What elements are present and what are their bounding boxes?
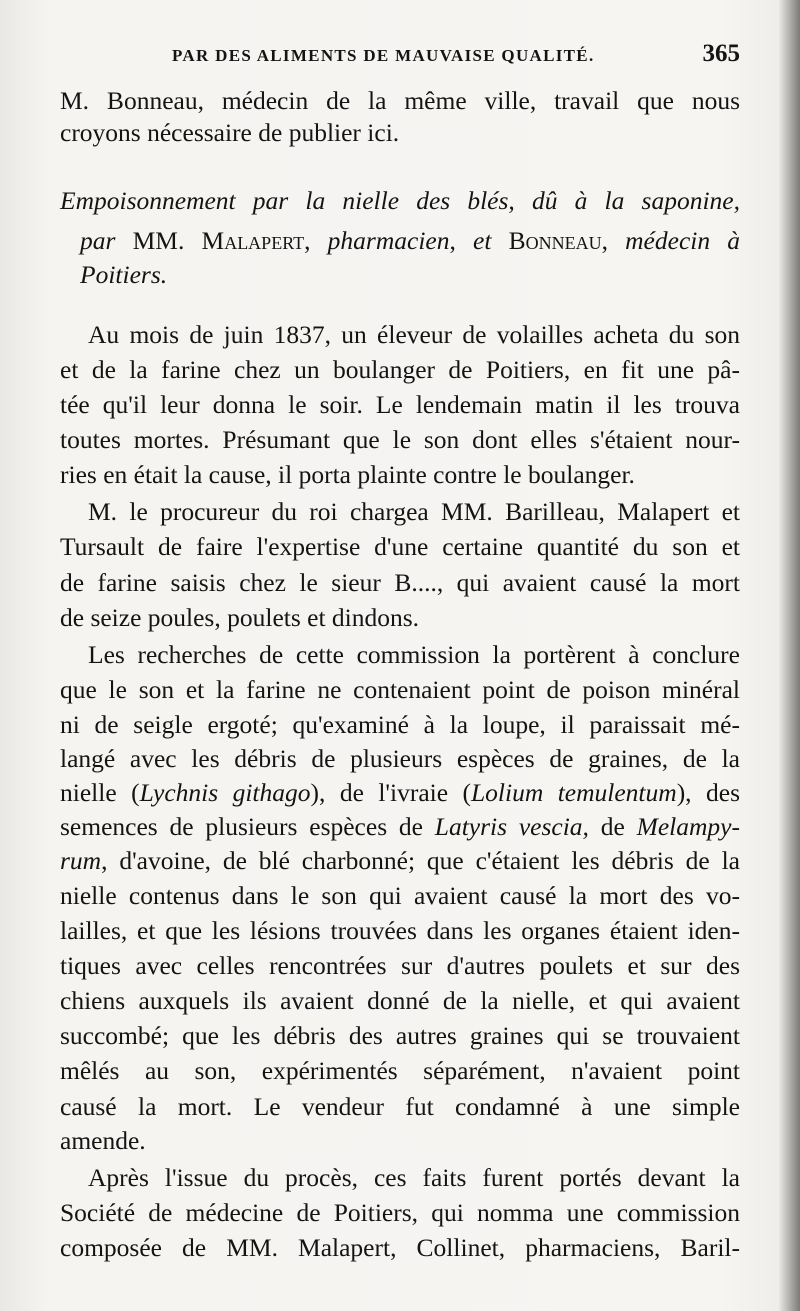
text-line	[60, 812, 740, 842]
text-line: Au mois de juin 1837, un éleveur de volailles acheta du son	[88, 320, 740, 349]
text-line: causé la mort. Le vendeur fut condamné à une simple	[60, 1092, 740, 1121]
text-line: lailles, et que les lésions trouvées dans les organes étaient iden-	[60, 916, 740, 945]
text-line: Société de médecine de Poitiers, qui nomma une commission	[60, 1198, 740, 1227]
heading-word: MM.	[132, 226, 185, 255]
text-line: et de la farine chez un boulanger de Poitiers, en fit une pâ-	[60, 355, 740, 384]
text-line: chiens auxquels ils avaient donné de la nielle, et qui avaient	[60, 986, 740, 1015]
heading-punct: ,	[304, 226, 328, 255]
text-line: ries en était la cause, il porta plainte contre le boulanger.	[60, 460, 635, 489]
text-run: semences de plusieurs espèces de	[60, 812, 435, 841]
heading-word: et	[473, 226, 492, 255]
text-line: tiques avec celles rencontrées sur d'autres poulets et sur des	[60, 951, 740, 980]
text-line: de seize poules, poulets et dindons.	[60, 603, 420, 632]
text-line: toutes mortes. Présumant que le son dont elles s'étaient nour-	[60, 425, 740, 454]
text-line	[60, 778, 740, 808]
text-line: ni de seigle ergoté; qu'examiné à la loupe, il paraissait mé-	[60, 710, 740, 739]
text-run: nielle (	[60, 778, 140, 807]
text-line: nielle contenus dans le son qui avaient causé la mort des vo-	[60, 881, 740, 910]
running-title: PAR DES ALIMENTS DE MAUVAISE QUALITÉ.	[172, 46, 595, 65]
author-title: pharmacien	[327, 226, 450, 255]
page-header	[60, 40, 740, 80]
text-run: de	[588, 812, 637, 841]
page-number: 365	[702, 40, 740, 67]
species-name: rum	[60, 846, 102, 875]
species-name: Lolium temulentum	[471, 778, 677, 807]
text-line: Les recherches de cette commission la portèrent à conclure	[88, 640, 740, 669]
text-line: Tursault de faire l'expertise d'une certaine quantité du son et	[60, 532, 740, 561]
text-line: Après l'issue du procès, ces faits furent portés devant la	[88, 1163, 740, 1192]
species-name: Lychnis githago	[139, 778, 311, 807]
page-edge-shadow	[778, 0, 800, 1311]
text-line: que le son et la farine ne contenaient point de poison minéral	[60, 675, 740, 704]
heading-word: par	[80, 226, 116, 255]
species-name: Melampy-	[636, 812, 740, 841]
text-run: ), des	[676, 778, 740, 807]
text-line	[60, 846, 740, 876]
text-run: , d'avoine, de blé charbonné; que c'étaient les débris de la	[101, 846, 740, 875]
section-heading-authors	[80, 226, 740, 256]
author-title: médecin à	[625, 226, 741, 255]
text-line: de farine saisis chez le sieur B...., qui avaient causé la mort	[60, 568, 740, 597]
text-line: amende.	[60, 1126, 146, 1155]
heading-punct: ,	[601, 226, 626, 255]
text-line: succombé; que les débris des autres graines qui se trouvaient	[60, 1021, 740, 1050]
text-line: composée de MM. Malapert, Collinet, pharmaciens, Baril-	[60, 1233, 740, 1262]
section-heading-place: Poitiers.	[80, 260, 168, 289]
text-run: ), de l'ivraie (	[310, 778, 471, 807]
heading-punct: ,	[449, 226, 474, 255]
text-line: croyons nécessaire de publier ici.	[60, 118, 400, 147]
text-line: M. le procureur du roi chargea MM. Barilleau, Malapert et	[88, 497, 740, 526]
species-name: Latyris vescia,	[434, 812, 589, 841]
author-name: Malapert	[201, 226, 305, 255]
author-name: Bonneau	[508, 226, 602, 255]
text-line: M. Bonneau, médecin de la même ville, travail que nous	[60, 86, 740, 115]
section-heading: Empoisonnement par la nielle des blés, dû à la saponine,	[60, 186, 740, 215]
text-line: tée qu'il leur donna le soir. Le lendemain matin il les trouva	[60, 390, 740, 419]
text-line: mêlés au son, expérimentés séparément, n'avaient point	[60, 1056, 740, 1085]
text-line: langé avec les débris de plusieurs espèces de graines, de la	[60, 744, 740, 773]
